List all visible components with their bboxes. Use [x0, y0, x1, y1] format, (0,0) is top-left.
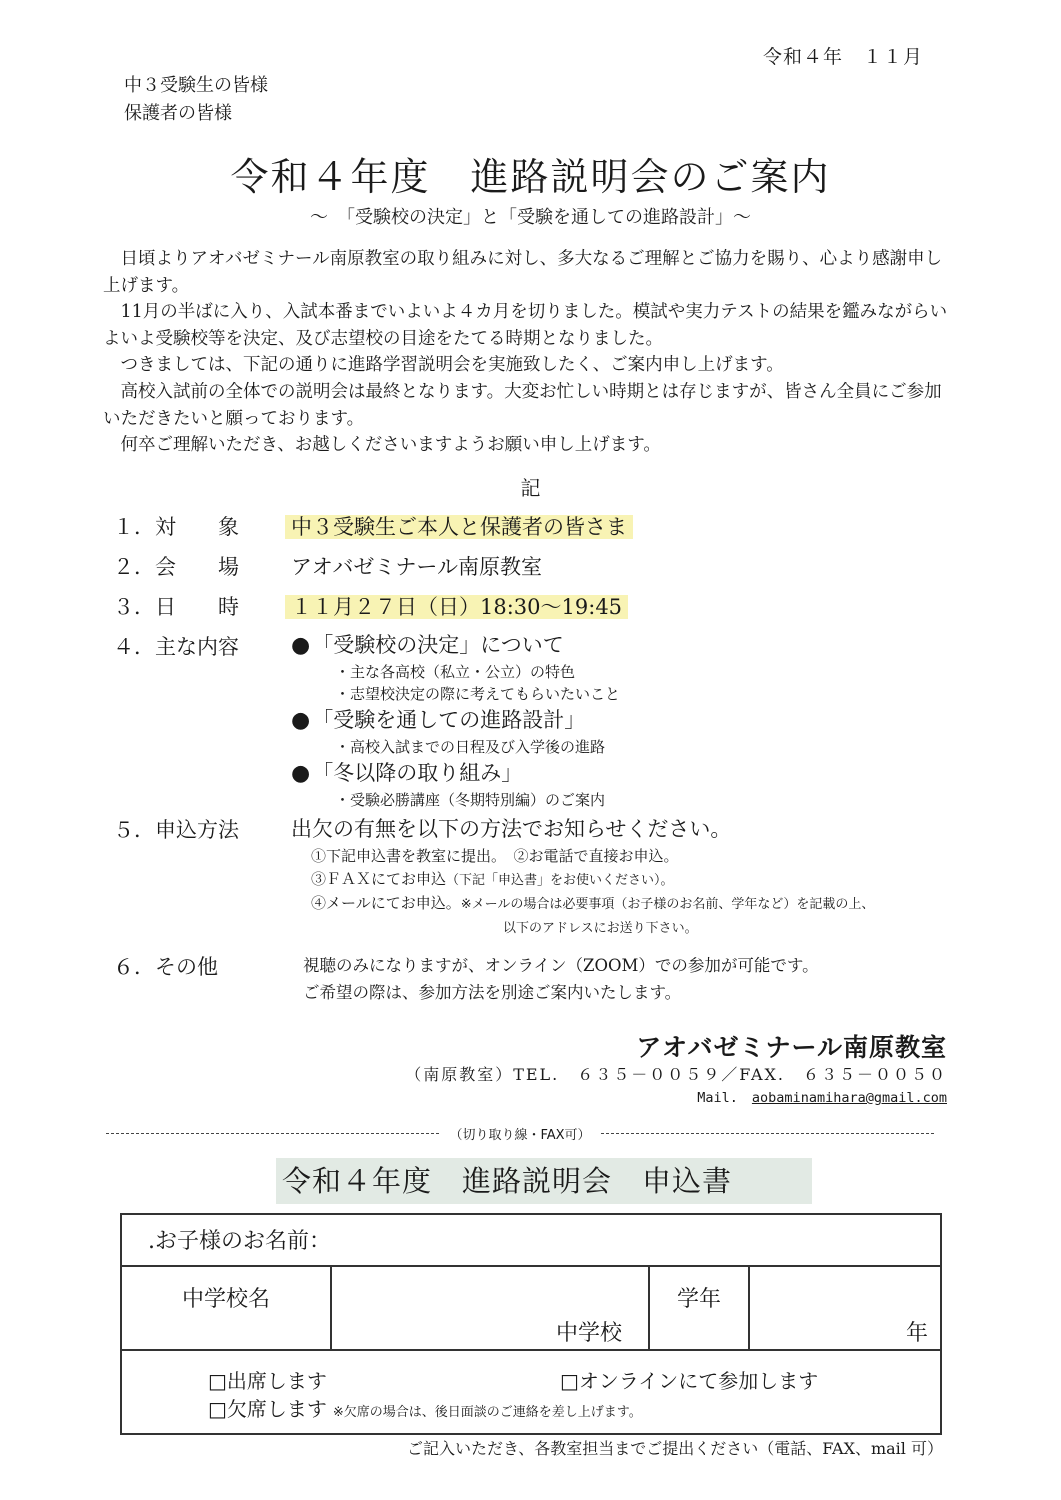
group-sub: ・志望校決定の際に考えてもらいたいこと [335, 685, 621, 703]
school-grade-row [122, 1267, 940, 1351]
item-label: １．対 象 [113, 515, 239, 539]
item-label: ３．日 時 [113, 595, 239, 619]
school-name-field[interactable] [332, 1267, 650, 1349]
document-subtitle: ～ 「受験校の決定」と「受験を通しての進路設計」～ [310, 207, 751, 228]
group-head: 「冬以降の取り組み」 [312, 761, 523, 785]
addressee-students: 中３受験生の皆様 [124, 75, 268, 96]
other-line: 視聴のみになりますが、オンライン（ZOOM）での参加が可能です。 [303, 956, 819, 975]
datetime-value: １１月２７日（日）18:30～19:45 [285, 595, 628, 619]
target-value: 中３受験生ご本人と保護者の皆さま [285, 515, 633, 539]
contact-mail: Mail. aobaminamihara@gmail.com [697, 1090, 947, 1106]
school-label: 中学校名 [122, 1267, 332, 1349]
child-name-label: .お子様のお名前： [148, 1229, 331, 1254]
ki-heading: 記 [520, 476, 541, 500]
cut-line [106, 1124, 934, 1143]
item-method [113, 813, 1013, 940]
absent-note: ※欠席の場合は、後日面談のご連絡を差し上げます。 [332, 1405, 642, 1420]
item-label: ４．主な内容 [113, 635, 239, 659]
document-title: 令和４年度 進路説明会のご案内 [230, 155, 831, 199]
bullet-icon: ● [291, 633, 311, 658]
school-suffix: 中学校 [555, 1321, 622, 1346]
item-label: ５．申込方法 [113, 818, 239, 842]
school-name: アオバゼミナール南原教室 [636, 1033, 947, 1062]
email-link[interactable]: aobaminamihara@gmail.com [751, 1090, 947, 1106]
group-sub: ・受験必勝講座（冬期特別編）のご案内 [335, 791, 606, 809]
letter-body [103, 246, 953, 459]
body-paragraph: つきましては、下記の通りに進路学習説明会を実施致したく、ご案内申し上げます。 [103, 355, 784, 376]
group-sub: ・主な各高校（私立・公立）の特色 [335, 663, 576, 681]
application-form [120, 1213, 942, 1435]
body-paragraph: 高校入試前の全体での説明会は最終となります。大変お忙しい時期とは存じますが、皆さん全員にご参加いただきたいと願っております。 [103, 381, 942, 429]
absent-checkbox[interactable]: □欠席します ※欠席の場合は、後日面談のご連絡を差し上げます。 [208, 1397, 642, 1421]
attend-checkbox[interactable]: □出席します [208, 1369, 327, 1393]
group-head: 「受験校の決定」について [312, 633, 564, 657]
addressees [124, 72, 268, 128]
item-label: ２．会 場 [113, 555, 239, 579]
body-paragraph: 何卒ご理解いただき、お越しくださいますようお願い申し上げます。 [103, 435, 661, 456]
document-date: 令和４年 １１月 [762, 46, 923, 68]
item-other [113, 950, 1013, 1006]
body-paragraph: 日頃よりアオバゼミナール南原教室の取り組みに対し、多大なるご理解とご協力を賜り、心より感謝申し上げます。 [103, 249, 943, 296]
method-option-3: ③ＦＡＸにてお申込（下記「申込書」をお使いください）。 [311, 870, 674, 888]
contents-group [291, 630, 620, 661]
contents-group [291, 705, 620, 736]
form-footer-note: ご記入いただき、各教室担当までご提出ください（電話、FAX、mail 可） [406, 1439, 943, 1458]
addressee-parents: 保護者の皆様 [124, 103, 232, 124]
grade-field[interactable] [750, 1267, 940, 1349]
cut-line-label: （切り取り線・FAX可） [449, 1128, 591, 1143]
child-name-field[interactable] [122, 1215, 940, 1267]
other-line: ご希望の際は、参加方法を別途ご案内いたします。 [303, 983, 682, 1002]
form-title: 令和４年度 進路説明会 申込書 [276, 1158, 812, 1204]
bullet-icon: ● [291, 708, 311, 733]
bullet-icon: ● [291, 761, 311, 786]
details-list [113, 510, 1013, 1012]
grade-suffix: 年 [905, 1321, 928, 1346]
group-head: 「受験を通しての進路設計」 [312, 708, 586, 732]
group-sub: ・高校入試までの日程及び入学後の進路 [335, 738, 606, 756]
contact-phone-fax: （南原教室）TEL. ６３５－００５９／FAX. ６３５－００５０ [405, 1065, 947, 1084]
item-datetime [113, 590, 1013, 624]
item-venue [113, 550, 1013, 584]
online-checkbox[interactable]: □オンラインにて参加します [560, 1369, 819, 1393]
method-lead: 出欠の有無を以下の方法でお知らせください。 [291, 817, 732, 841]
item-contents [113, 630, 1013, 811]
contents-group [291, 758, 620, 789]
method-option-1: ①下記申込書を教室に提出。 [311, 847, 499, 865]
venue-value: アオバゼミナール南原教室 [291, 555, 542, 579]
method-option-4-note: 以下のアドレスにお送り下さい。 [503, 921, 698, 936]
grade-label: 学年 [650, 1267, 750, 1349]
method-options-12 [291, 845, 874, 868]
method-option-2: ②お電話で直接お申込。 [513, 847, 679, 865]
item-label: ６．その他 [113, 955, 218, 979]
method-option-4: ④メールにてお申込。※メールの場合は必要事項（お子様のお名前、学年など）を記載の上、 [311, 894, 875, 912]
body-paragraph: 11月の半ばに入り、入試本番までいよいよ４カ月を切りました。模試や実力テストの結果を鑑みながらいよいよ受験校等を決定、及び志望校の目途をたてる時期となりました。 [103, 302, 948, 349]
item-target [113, 510, 1013, 544]
